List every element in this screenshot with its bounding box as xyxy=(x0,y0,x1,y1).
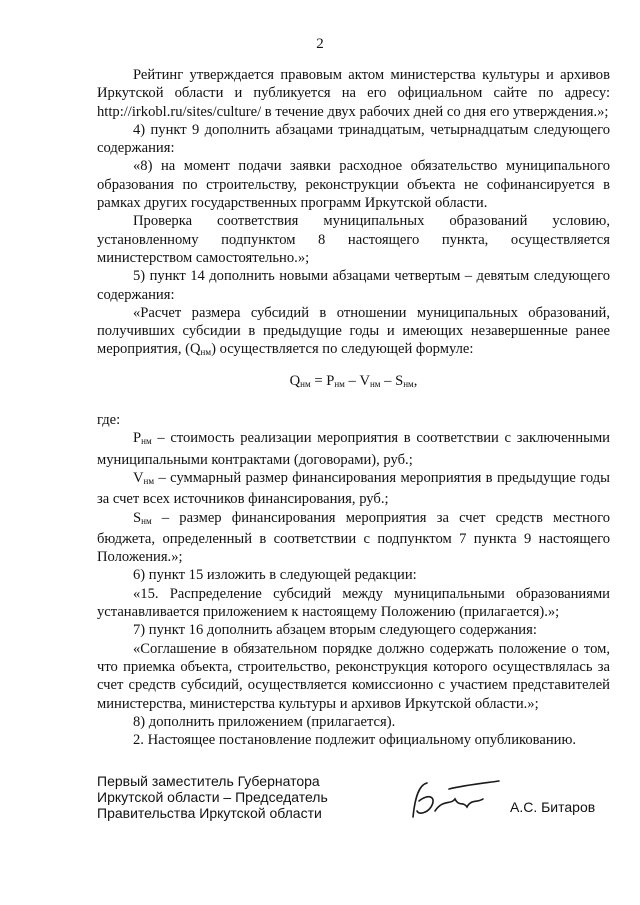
paragraph-item-5: 5) пункт 14 дополнить новыми абзацами четвертым – девятым следующего содержания: xyxy=(97,268,610,303)
signature-block xyxy=(97,773,610,833)
subsidy-formula: $Q_{нм} = P_{нм} - V_{нм} - S_{нм}$, xyxy=(289,372,418,389)
paragraph-item-6: 6) пункт 15 изложить в следующей редакции: xyxy=(133,567,417,584)
signatory-name: А.С. Битаров xyxy=(510,799,596,815)
paragraph-verification: Проверка соответствия муниципальных образований условию, установленному подпунктом 8 настоящего пункта, осуществляется министерством самостоятельно.»; xyxy=(97,213,610,266)
paragraph-distribution: «15. Распределение субсидий между муниципальными образованиями устанавливается приложением к настоящему Положению (прилагается).»; xyxy=(97,585,610,621)
definition-v: $V_{нм}$ – суммарный размер финансирования мероприятия в предыдущие годы за счет всех источников финансирования, руб.; xyxy=(97,469,610,508)
where-label: где: xyxy=(97,412,121,429)
page-number: 2 xyxy=(316,36,324,52)
paragraph-agreement: «Соглашение в обязательном порядке должно содержать положение о том, что приемка объекта, строительство, реконструкция которого осуществлялась за счет средств субсидий, осуществляется комиссионно с участием представителей министерства, министерства культуры и архивов Иркутской области.»; xyxy=(97,640,610,712)
paragraph-item-4: 4) пункт 9 дополнить абзацами тринадцатым, четырнадцатым следующего содержания: xyxy=(97,121,610,157)
paragraph-rating: Рейтинг утверждается правовым актом министерства культуры и архивов Иркутской области и публикуется на его официальном сайте по адресу: http://irkobl.ru/sites/culture/ в течение двух рабочих дней со дня его утверждения.»; xyxy=(97,67,610,120)
definition-s: $S_{нм}$ – размер финансирования мероприятия за счет средств местного бюджета, определенный в соответствии с подпунктом 7 пункта 9 настоящего Положения.»; xyxy=(97,509,610,566)
document-body xyxy=(97,66,610,749)
handwritten-signature xyxy=(405,777,505,827)
paragraph-publication: 2. Настоящее постановление подлежит официальному опубликованию. xyxy=(133,732,577,749)
paragraph-item-8: 8) дополнить приложением (прилагается). xyxy=(133,713,396,730)
paragraph-calculation: «Расчет размера субсидий в отношении муниципальных образований, получивших субсидии в предыдущие годы и имеющих незавершенные ранее мероприятия, $(Q_{нм})$ осуществляется по следующей формуле: xyxy=(97,304,610,358)
paragraph-condition-8: «8) на момент подачи заявки расходное обязательство муниципального образования по строительству, реконструкции объекта не софинансируется в рамках других государственных программ Иркутской области. xyxy=(97,158,610,212)
signatory-title: Первый заместитель Губернатора Иркутской области – Председатель Правительства Иркутской области xyxy=(97,773,328,821)
definition-p: $P_{нм}$ – стоимость реализации мероприятия в соответствии с заключенными муниципальными контрактами (договорами), руб.; xyxy=(97,430,610,468)
paragraph-item-7: 7) пункт 16 дополнить абзацем вторым следующего содержания: xyxy=(133,622,537,639)
